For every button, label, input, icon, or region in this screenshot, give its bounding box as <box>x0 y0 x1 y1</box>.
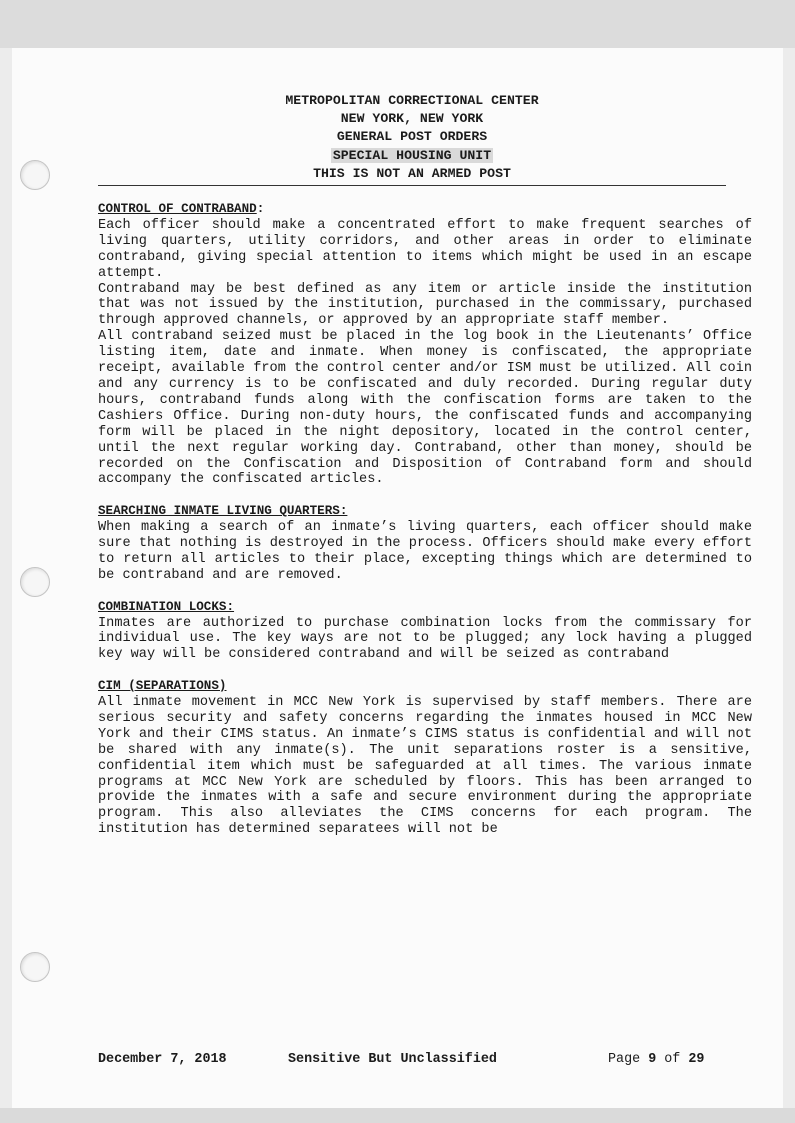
footer-date: December 7, 2018 <box>98 1052 227 1067</box>
section-title-contraband: CONTROL OF CONTRABAND <box>98 202 257 216</box>
footer-classification: Sensitive But Unclassified <box>288 1052 497 1067</box>
header-institution: METROPOLITAN CORRECTIONAL CENTER <box>285 93 539 108</box>
header-location: NEW YORK, NEW YORK <box>340 111 484 127</box>
document-header <box>98 92 726 183</box>
document-body <box>98 202 752 838</box>
footer-page-prefix: Page <box>608 1052 649 1067</box>
scan-top-band <box>0 0 795 48</box>
locks-paragraph: Inmates are authorized to purchase combination locks from the commissary for individual use. The key ways are not to be plugged; any lock having a plugged key way will be considered contraband and will be seized as contraband <box>98 615 752 663</box>
section-title-searching: SEARCHING INMATE LIVING QUARTERS: <box>98 504 348 519</box>
footer-page-number <box>608 1052 704 1067</box>
header-post-status: THIS IS NOT AN ARMED POST <box>313 165 511 181</box>
header-unit: SPECIAL HOUSING UNIT <box>332 147 492 163</box>
header-doc-type: GENERAL POST ORDERS <box>336 129 488 145</box>
punch-hole-bottom <box>20 952 50 982</box>
contraband-paragraph-3: All contraband seized must be placed in the log book in the Lieutenants’ Office listing item, date and inmate. When money is confiscated, the appropriate receipt, available from the control center and/or ISM must be utilized. All coin and any currency is to be confiscated and duly recorded. During regular duty hours, contraband funds along with the confiscation forms are taken to the Cashiers Office. During non-duty hours, the confiscated funds and accompanying form will be placed in the night depository, located in the control center, until the next regular working day. Contraband, other than money, should be recorded on the Confiscation and Disposition of Contraband form and should accompany the confiscated articles. <box>98 329 752 488</box>
header-divider <box>98 185 726 186</box>
punch-hole-top <box>20 160 50 190</box>
footer-page-total: 29 <box>688 1052 705 1067</box>
footer-page-of: of <box>656 1052 689 1067</box>
section-title-cim: CIM (SEPARATIONS) <box>98 679 227 694</box>
section-title-contraband-colon: : <box>256 202 265 216</box>
footer-page-current: 9 <box>648 1052 657 1067</box>
document-page <box>12 48 783 1108</box>
contraband-paragraph-1: Each officer should make a concentrated effort to make frequent searches of living quarters, utility corridors, and other areas in order to eliminate contraband, giving special attention to items which might be used in an escape attempt. <box>98 217 752 281</box>
section-title-locks: COMBINATION LOCKS: <box>98 599 235 614</box>
contraband-paragraph-2: Contraband may be best defined as any item or article inside the institution that was not issued by the institution, purchased in the commissary, purchased through approved channels, or approved by an appropriate staff member. <box>98 281 752 329</box>
scan-bottom-band <box>0 1108 795 1123</box>
punch-hole-middle <box>20 567 50 597</box>
cim-paragraph: All inmate movement in MCC New York is supervised by staff members. There are serious security and safety concerns regarding the inmates housed in MCC New York and their CIMS status. An inmate’s CIMS status is confidential and will not be shared with any inmate(s). The unit separations roster is a sensitive, confidential item which must be safeguarded at all times. The various inmate programs at MCC New York are scheduled by floors. This has been arranged to provide the inmates with a safe and secure environment during the appropriate program. This also alleviates the CIMS concerns for each program. The institution has determined separatees will not be <box>98 695 752 838</box>
searching-paragraph: When making a search of an inmate’s living quarters, each officer should make sure that nothing is destroyed in the process. Officers should make every effort to return all articles to their place, excepting things which are determined to be contraband and are removed. <box>98 520 752 583</box>
